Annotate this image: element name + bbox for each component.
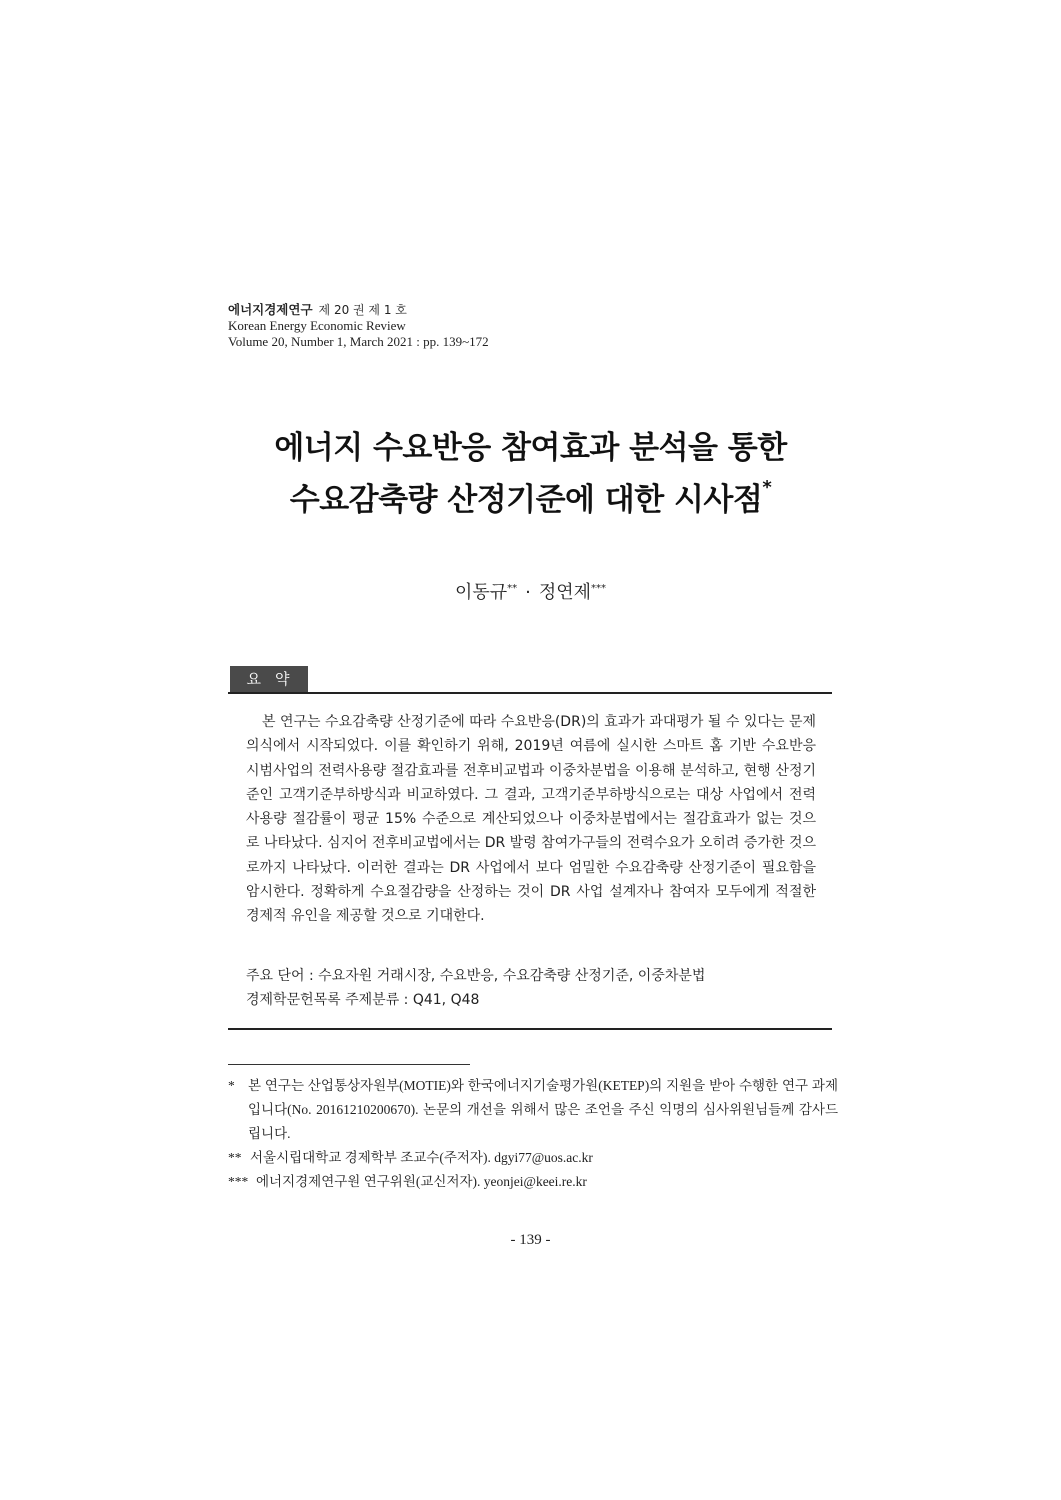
footnote-text: 에너지경제연구원 연구위원(교신저자). yeonjei@keei.re.kr: [256, 1174, 587, 1189]
author-line: [0, 578, 1061, 604]
journal-volume-ko: 제 20 권 제 1 호: [318, 303, 407, 317]
author-1-footnote-marker[interactable]: **: [507, 583, 518, 594]
journal-name-ko: 에너지경제연구: [228, 302, 313, 317]
page-number: - 139 -: [510, 1232, 551, 1248]
abstract-heading: 요약: [230, 666, 308, 693]
paper-title-line2: [0, 474, 1061, 519]
footnote-author-1: [228, 1146, 838, 1170]
journal-header: [228, 302, 489, 350]
footnotes: [228, 1074, 838, 1194]
journal-name-en: Korean Energy Economic Review: [228, 318, 406, 333]
footnote-text: 본 연구는 산업통상자원부(MOTIE)와 한국에너지기술평가원(KETEP)의 지원을 받아 수행한 연구 과제입니다(No. 20161210200670). 논문의 개선을 위해서 많은 조언을 주신 익명의 심사위원님들께 감사드립니다.: [248, 1078, 838, 1141]
author-name-2: 정연제: [538, 582, 592, 603]
title-text-1: 에너지 수요반응 참여효과 분석을 통한: [274, 430, 787, 466]
footnote-marker: ***: [228, 1174, 249, 1189]
author-name-1: 이동규: [454, 582, 508, 603]
title-text-2: 수요감축량 산정기준에 대한 시사점: [289, 482, 763, 518]
footnote-marker: *: [228, 1078, 235, 1093]
title-footnote-marker[interactable]: *: [762, 476, 772, 498]
journal-citation: Volume 20, Number 1, March 2021 : pp. 139~172: [228, 334, 489, 349]
footnote-separator: [228, 1064, 470, 1065]
footnote-marker: **: [228, 1150, 242, 1165]
abstract-body: 본 연구는 수요감축량 산정기준에 따라 수요반응(DR)의 효과가 과대평가 될 수 있다는 문제의식에서 시작되었다. 이를 확인하기 위해, 2019년 여름에 실시한 스마트 홈 기반 수요반응 시범사업의 전력사용량 절감효과를 전후비교법과 이중차분법을 이용해 분석하고, 현행 산정기준인 고객기준부하방식과 비교하였다. 그 결과, 고객기준부하방식으로는 대상 사업에서 전력사용량 절감률이 평균 15% 수준으로 계산되었으나 이중차분법에서는 절감효과가 없는 것으로 나타났다. 심지어 전후비교법에서는 DR 발령 참여가구들의 전력수요가 오히려 증가한 것으로까지 나타났다. 이러한 결과는 DR 사업에서 보다 엄밀한 수요감축량 산정기준이 필요함을 암시한다. 정확하게 수요절감량을 산정하는 것이 DR 사업 설계자나 참여자 모두에게 적절한 경제적 유인을 제공할 것으로 기대한다.: [246, 714, 816, 925]
paper-title-line1: [0, 422, 1061, 467]
journal-title-line: [228, 302, 489, 318]
author-separator: ·: [525, 582, 531, 603]
jel-classification: 경제학문헌목록 주제분류 : Q41, Q48: [246, 992, 480, 1008]
footnote-funding: [228, 1074, 838, 1146]
author-2-footnote-marker[interactable]: ***: [591, 583, 607, 594]
footnote-text: 서울시립대학교 경제학부 조교수(주저자). dgyi77@uos.ac.kr: [250, 1150, 593, 1165]
keywords: 주요 단어 : 수요자원 거래시장, 수요반응, 수요감축량 산정기준, 이중차분법: [246, 968, 706, 984]
abstract-top-rule: [228, 692, 832, 694]
abstract-bottom-rule: [228, 1028, 832, 1030]
footnote-author-2: [228, 1170, 838, 1194]
abstract-keywords-block: [246, 964, 826, 1012]
